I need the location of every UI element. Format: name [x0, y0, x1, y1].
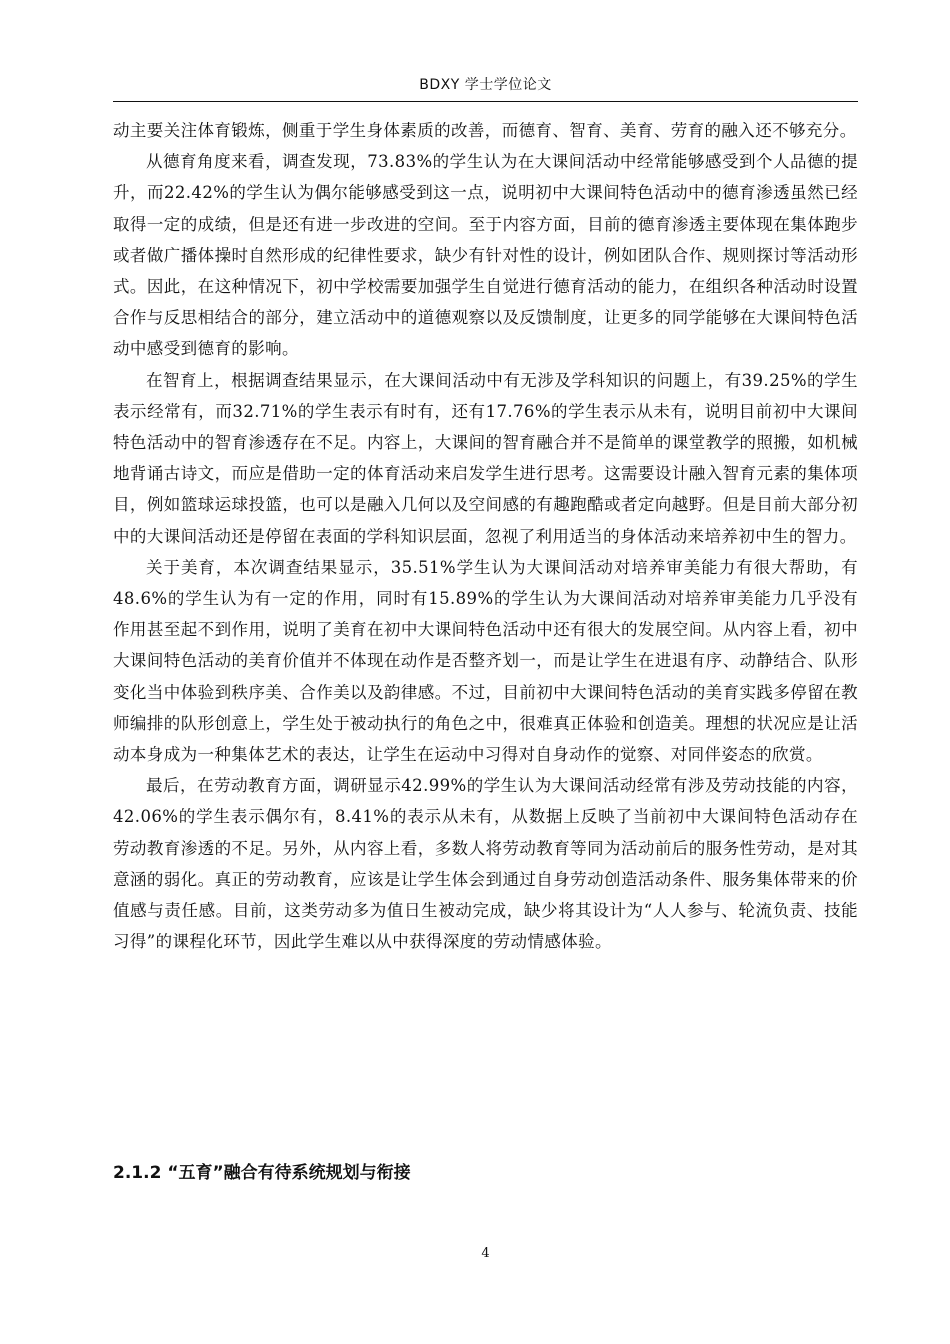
paragraph-intellectual-education: 在智育上，根据调查结果显示，在大课间活动中有无涉及学科知识的问题上，有39.25%的学生表示经常有，而32.71%的学生表示有时有，还有17.76%的学生表示从未有，说明目前初中大课间特色活动中的智育渗透存在不足。内容上，大课间的智育融合并不是简单的课堂教学的照搬，如机械地背诵古诗文，而应是借助一定的体育活动来启发学生进行思考。这需要设计融入智育元素的集体项目，例如篮球运球投篮，也可以是融入几何以及空间感的有趣跑酷或者定向越野。但是目前大部分初中的大课间活动还是停留在表面的学科知识层面，忽视了利用适当的身体活动来培养初中生的智力。 [113, 370, 858, 546]
paragraph-aesthetic-education: 关于美育，本次调查结果显示，35.51%学生认为大课间活动对培养审美能力有很大帮助，有48.6%的学生认为有一定的作用，同时有15.89%的学生认为大课间活动对培养审美能力几乎没有作用甚至起不到作用，说明了美育在初中大课间特色活动中还有很大的发展空间。从内容上看，初中大课间特色活动的美育价值并不体现在动作是否整齐划一，而是让学生在进退有序、动静结合、队形变化当中体验到秩序美、合作美以及韵律感。不过，目前初中大课间特色活动的美育实践多停留在教师编排的队形创意上，学生处于被动执行的角色之中，很难真正体验和创造美。理想的状况应是让活动本身成为一种集体艺术的表达，让学生在运动中习得对自身动作的觉察、对同伴姿态的欣赏。 [113, 557, 858, 765]
paragraph-continuation: 动主要关注体育锻炼，侧重于学生身体素质的改善，而德育、智育、美育、劳育的融入还不够充分。 [113, 121, 857, 140]
section-heading: 2.1.2 “五育”融合有待系统规划与衔接 [113, 1163, 411, 1183]
paragraph-labor-education: 最后，在劳动教育方面，调研显示42.99%的学生认为大课间活动经常有涉及劳动技能的内容，42.06%的学生表示偶尔有，8.41%的表示从未有，从数据上反映了当前初中大课间特色活动存在劳动教育渗透的不足。另外，从内容上看，多数人将劳动教育等同为活动前后的服务性劳动，是对其意涵的弱化。真正的劳动教育，应该是让学生体会到通过自身劳动创造活动条件、服务集体带来的价值感与责任感。目前，这类劳动多为值日生被动完成，缺少将其设计为“人人参与、轮流负责、技能习得”的课程化环节，因此学生难以从中获得深度的劳动情感体验。 [113, 776, 858, 952]
paragraph-moral-education: 从德育角度来看，调查发现，73.83%的学生认为在大课间活动中经常能够感受到个人品德的提升，而22.42%的学生认为偶尔能够感受到这一点，说明初中大课间特色活动中的德育渗透虽然已经取得一定的成绩，但是还有进一步改进的空间。至于内容方面，目前的德育渗透主要体现在集体跑步或者做广播体操时自然形成的纪律性要求，缺少有针对性的设计，例如团队合作、规则探讨等活动形式。因此，在这种情况下，初中学校需要加强学生自觉进行德育活动的能力，在组织各种活动时设置合作与反思相结合的部分，建立活动中的道德观察以及反馈制度，让更多的同学能够在大课间特色活动中感受到德育的影响。 [113, 152, 858, 359]
page-number: 4 [481, 1246, 490, 1261]
body-text [113, 115, 858, 957]
page-header: BDXY 学士学位论文 [419, 77, 552, 93]
header-rule [113, 101, 858, 102]
